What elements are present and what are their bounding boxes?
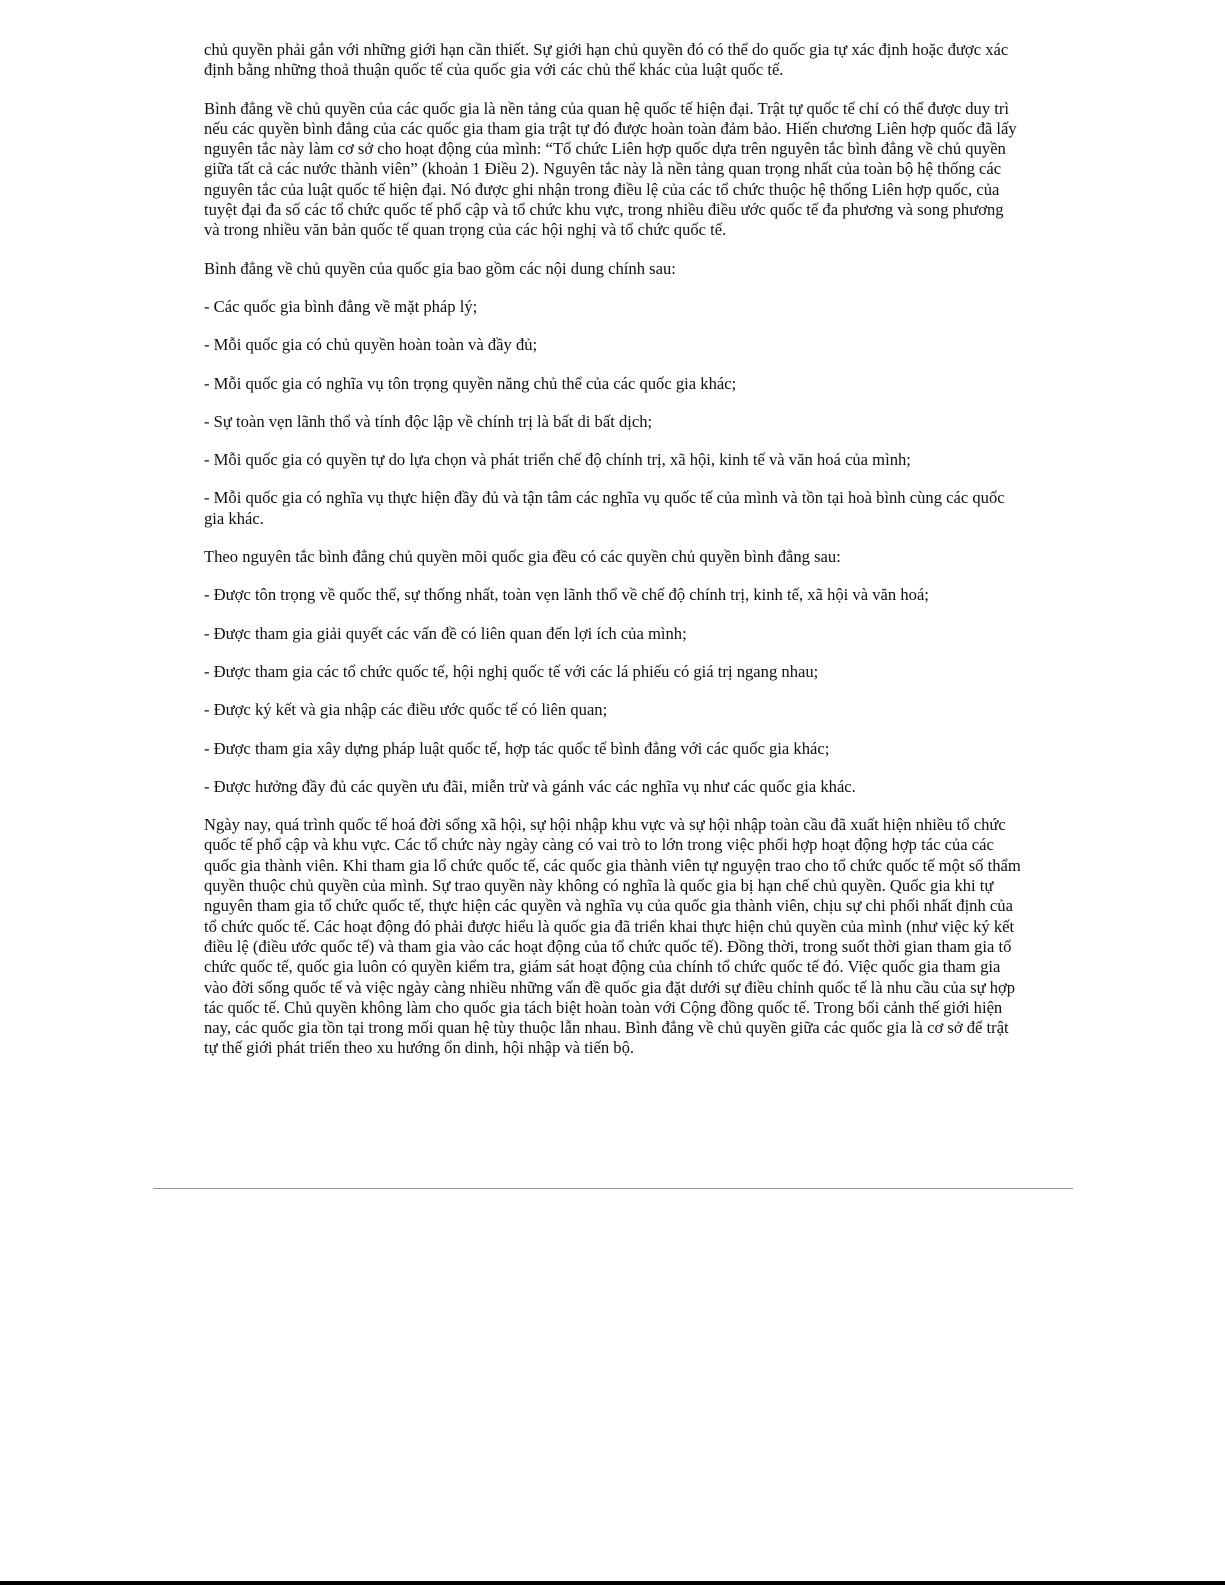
closing-paragraph: Ngày nay, quá trình quốc tế hoá đời sống xã hội, sự hội nhập khu vực và sự hội nhập toàn cầu đã xuất hiện nhiều tổ chức quốc tế phổ cập và khu vực. Các tổ chức này ngày càng có vai trò to lớn trong việc phối hợp hoạt động hợp tác của các quốc gia thành viên. Khi tham gia lổ chức quốc tế, các quốc gia thành viên tự nguyện trao cho tổ chức quốc tế một số thẩm quyền thuộc chủ quyền của mình. Sự trao quyền này không có nghĩa là quốc gia bị hạn chế chủ quyền. Quốc gia khi tự nguyên tham gia tổ chức quốc tế, thực hiện các quyền và nghĩa vụ của quốc gia thành viên, chịu sự chi phối nhất định của tổ chức quốc tế. Các hoạt động đó phải được hiểu là quốc gia đã triển khai thực hiện chủ quyền của mình (như việc ký kết điều lệ (điều ước quốc tế) và tham gia vào các hoạt động của tổ chức quốc tế). Đồng thời, trong suốt thời gian tham gia tổ chức quốc tế, quốc gia luôn có quyền kiểm tra, giám sát hoạt động của chính tổ chức quốc tế đó. Việc quốc gia tham gia vào đời sống quốc tế và việc ngày càng nhiều những vấn đề quốc gia đặt dưới sự điều chỉnh quốc tế là nhu cầu của sự hợp tác quốc tế. Chủ quyền không làm cho quốc gia tách biệt hoàn toàn với Cộng đồng quốc tế. Trong bối cảnh thế giới hiện nay, các quốc gia tồn tại trong mối quan hệ tùy thuộc lẫn nhau. Bình đẳng về chủ quyền giữa các quốc gia là cơ sở để trật tự thế giới phát triển theo xu hướng ổn dinh, hội nhập và tiến bộ.	[204, 815, 1021, 1058]
rights-heading: Theo nguyên tắc bình đẳng chủ quyền mõi quốc gia đều có các quyền chủ quyền bình đẳng sau:	[204, 547, 841, 567]
list-item: - Được tham gia các tổ chức quốc tế, hội nghị quốc tế với các lá phiếu có giá trị ngang nhau;	[204, 661, 819, 681]
sovereign-equality-paragraph: Bình đẳng về chủ quyền của các quốc gia là nền tảng của quan hệ quốc tế hiện đại. Trật tự quốc tế chỉ có thể được duy trì nếu các quyền bình đẳng của các quốc gia tham gia trật tự đó được hoàn toàn đảm bảo. Hiến chương Liên hợp quốc đã lấy nguyên tắc này làm cơ sở cho hoạt động của mình: “Tổ chức Liên hợp quốc dựa trên nguyên tắc bình đẳng về chủ quyền giữa tất cả các nước thành viên” (khoản 1 Điều 2). Nguyên tắc này là nền tảng quan trọng nhất của toàn bộ hệ thống các nguyên tắc của luật quốc tế hiện đại. Nó được ghi nhận trong điều lệ của các tổ chức thuộc hệ thống Liên hợp quốc, của tuyệt đại đa số các tổ chức quốc tế phổ cập và tổ chức khu vực, trong nhiều điều ước quốc tế đa phương và song phương và trong nhiều văn bản quốc tế quan trọng của các hội nghị và tổ chức quốc tế.	[204, 98, 1017, 240]
bottom-edge-bar	[0, 1581, 1225, 1585]
document-page	[204, 40, 1022, 1077]
list-item: - Mỗi quốc gia có nghĩa vụ tôn trọng quyền năng chủ thể của các quốc gia khác;	[204, 373, 737, 393]
list-item: - Được tôn trọng về quốc thể, sự thống nhất, toàn vẹn lãnh thổ về chế độ chính trị, kinh tế, xã hội và văn hoá;	[204, 585, 929, 605]
list-item: - Mỗi quốc gia có quyền tự do lựa chọn và phát triển chế độ chính trị, xã hội, kinh tế và văn hoá của mình;	[204, 450, 911, 470]
content-heading: Bình đẳng về chủ quyền của quốc gia bao gồm các nội dung chính sau:	[204, 258, 676, 278]
list-item: - Được hưởng đầy đủ các quyền ưu đãi, miễn trừ và gánh vác các nghĩa vụ như các quốc gia khác.	[204, 776, 856, 796]
list-item: - Các quốc gia bình đẳng về mặt pháp lý;	[204, 296, 478, 316]
content-list	[204, 297, 1022, 529]
page-divider	[153, 1188, 1073, 1189]
list-item: - Mỗi quốc gia có nghĩa vụ thực hiện đầy đủ và tận tâm các nghĩa vụ quốc tế của mình và tồn tại hoà bình cùng các quốc gia khác.	[204, 488, 1005, 528]
rights-list	[204, 585, 1022, 797]
list-item: - Được ký kết và gia nhập các điều ước quốc tế có liên quan;	[204, 700, 608, 720]
list-item: - Mỗi quốc gia có chủ quyền hoàn toàn và đầy đủ;	[204, 335, 538, 355]
list-item: - Sự toàn vẹn lãnh thổ và tính độc lập về chính trị là bất di bất dịch;	[204, 411, 653, 431]
intro-paragraph: chủ quyền phải gắn với những giới hạn cần thiết. Sự giới hạn chủ quyền đó có thể do quốc gia tự xác định hoặc được xác định bằng những thoả thuận quốc tế của quốc gia với các chủ thể khác của luật quốc tế.	[204, 40, 1009, 80]
list-item: - Được tham gia xây dựng pháp luật quốc tế, hợp tác quốc tế bình đẳng với các quốc gia khác;	[204, 738, 830, 758]
list-item: - Được tham gia giải quyết các vấn đề có liên quan đến lợi ích của mình;	[204, 623, 687, 643]
